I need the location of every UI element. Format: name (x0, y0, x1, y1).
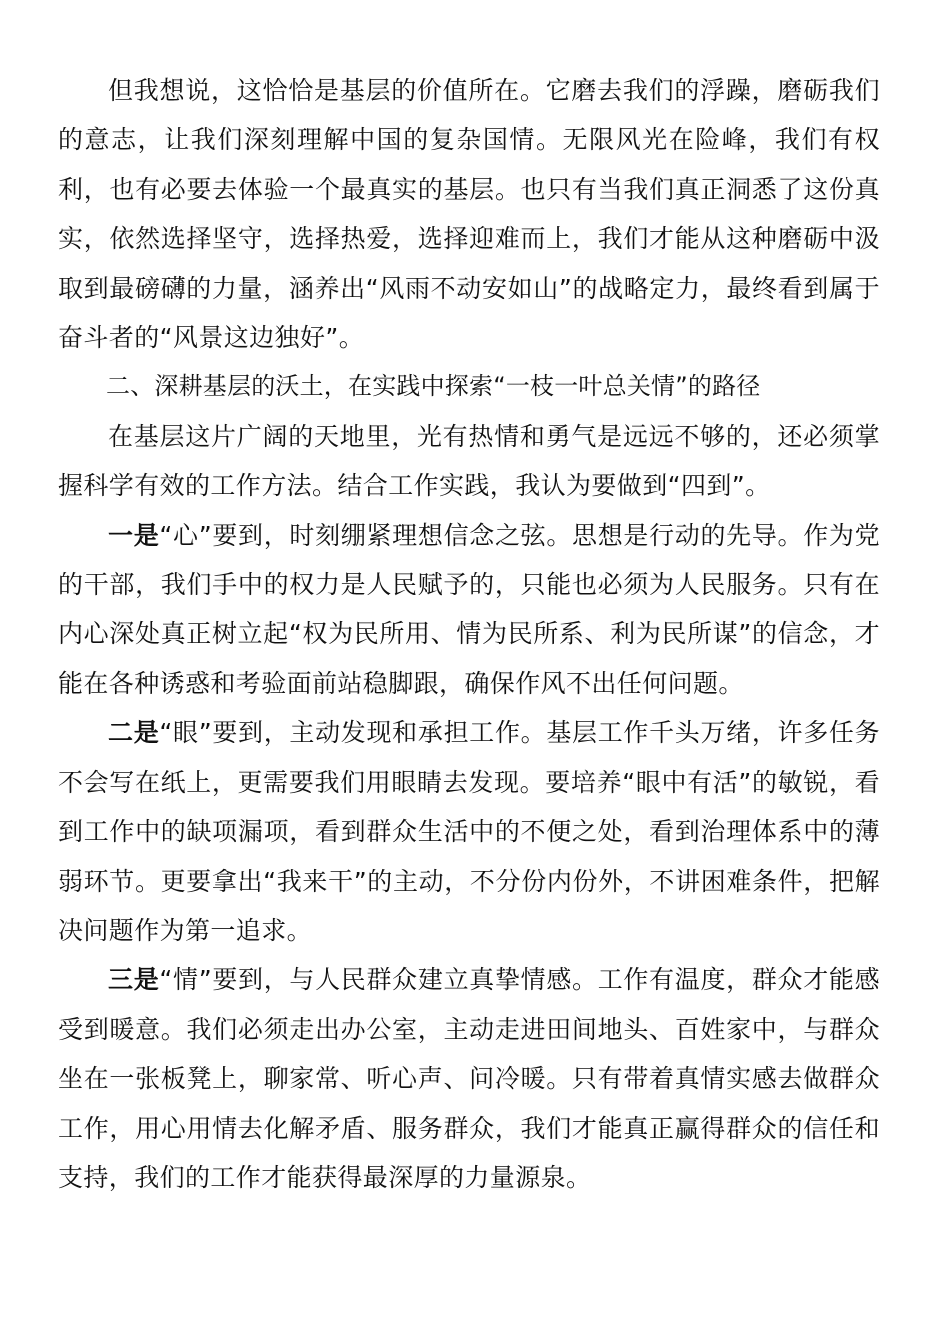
paragraph-text: 但我想说，这恰恰是基层的价值所在。它磨去我们的浮躁，磨砺我们的意志，让我们深刻理解中国的复杂国情。无限风光在险峰，我们有权利，也有必要去体验一个最真实的基层。也只有当我们真正洞悉了这份真实，依然选择坚守，选择热爱，选择迎难而上，我们才能从这种磨砺中汲取到最磅礴的力量，涵养出“风雨不动安如山”的战略定力，最终看到属于奋斗者的“风景这边独好”。 (58, 76, 880, 353)
point-lead-label: 二是 (108, 718, 160, 748)
paragraph-text: 在基层这片广阔的天地里，光有热情和勇气是远远不够的，还必须掌握科学有效的工作方法。结合工作实践，我认为要做到“四到”。 (58, 421, 880, 501)
point-lead-label: 三是 (108, 965, 160, 995)
point-lead-label: 一是 (108, 520, 160, 550)
paragraph-text: “情”要到，与人民群众建立真挚情感。工作有温度，群众才能感受到暖意。我们必须走出办公室，主动走进田间地头、百姓家中，与群众坐在一张板凳上，聊家常、听心声、问冷暖。只有带着真情实感去做群众工作，用心用情去化解矛盾、服务群众，我们才能真正赢得群众的信任和支持，我们的工作才能获得最深厚的力量源泉。 (58, 965, 880, 1192)
document-body (58, 66, 880, 1202)
heading-text: 二、深耕基层的沃土，在实践中探索“一枝一叶总关情”的路径 (106, 372, 761, 401)
body-paragraph-work-method (58, 412, 880, 511)
body-paragraph-value-of-grassroots (58, 66, 880, 362)
paragraph-text: “眼”要到，主动发现和承担工作。基层工作千头万绪，许多任务不会写在纸上，更需要我们用眼睛去发现。要培养“眼中有活”的敏锐，看到工作中的缺项漏项，看到群众生活中的不便之处，看到治理体系中的薄弱环节。更要拿出“我来干”的主动，不分份内份外，不讲困难条件，把解决问题作为第一追求。 (58, 718, 880, 945)
paragraph-text: “心”要到，时刻绷紧理想信念之弦。思想是行动的先导。作为党的干部，我们手中的权力是人民赋予的，只能也必须为人民服务。只有在内心深处真正树立起“权为民所用、情为民所系、利为民所谋”的信念，才能在各种诱惑和考验面前站稳脚跟，确保作风不出任何问题。 (58, 520, 880, 698)
section-heading-two (58, 362, 880, 411)
point-paragraph-feeling (58, 955, 880, 1202)
point-paragraph-eye (58, 708, 880, 955)
point-paragraph-heart (58, 511, 880, 709)
